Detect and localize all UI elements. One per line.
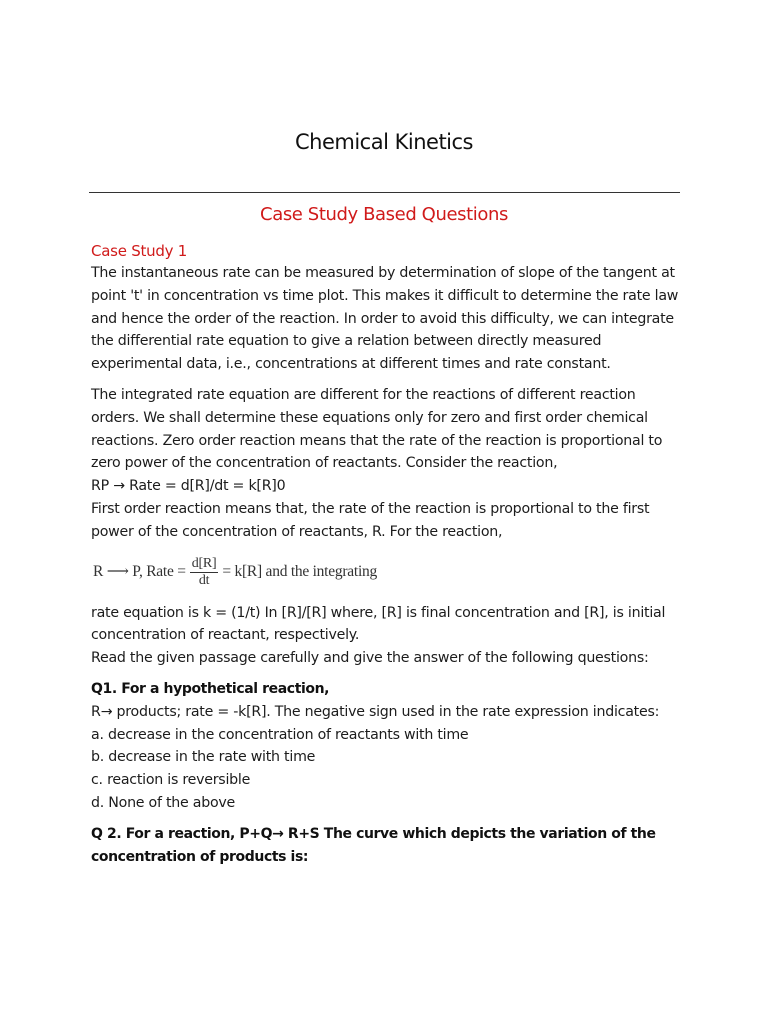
section-subtitle: Case Study Based Questions [260,204,508,225]
formula-rhs: = k[R] and the integrating [222,563,378,581]
question-1-option-b: b. decrease in the rate with time [91,749,316,766]
paragraph-intro: The instantaneous rate can be measured by determination of slope of the tangent at point 't' in concentration vs time plot. This makes it difficult to determine the rate law and hence the order of the reaction. In order to avoid this difficulty, we can integrate the differential rate equation to give a relation between directly measured experimental data, i.e., concentrations at different times and rate constant. [91,265,679,373]
question-1-stem: R→ products; rate = -k[R]. The negative sign used in the rate expression indicates: [91,703,660,720]
title-divider [89,192,680,193]
formula-fraction [190,556,219,589]
instruction-text: Read the given passage carefully and give the answer of the following questions: [91,650,649,667]
question-1-option-a: a. decrease in the concentration of reactants with time [91,726,469,743]
document-title: Chemical Kinetics [295,130,473,154]
question-1-option-d: d. None of the above [91,794,236,811]
question-1-option-c: c. reaction is reversible [91,772,251,789]
first-order-formula [93,546,687,600]
case-study-heading: Case Study 1 [91,242,188,260]
paragraph-first-order: First order reaction means that, the rate of the reaction is proportional to the first power of the concentration of reactants, R. For the reaction, [91,500,650,540]
question-1-heading: Q1. For a hypothetical reaction, [91,680,330,697]
question-2-heading: Q 2. For a reaction, P+Q→ R+S The curve which depicts the variation of the concentration of products is: [91,825,656,865]
document-body [91,240,687,868]
paragraph-rate-equation: rate equation is k = (1/t) In [R]/[R] where, [R] is final concentration and [R], is initial concentration of reactant, respectively. [91,604,666,644]
formula-denominator: dt [198,573,210,589]
paragraph-integrated-rate: The integrated rate equation are different for the reactions of different reaction orders. We shall determine these equations only for zero and first order chemical reactions. Zero order reaction means that the rate of the reaction is proportional to zero power of the concentration of reactants. Consider the reaction, [91,386,663,472]
zero-order-equation: RP → Rate = d[R]/dt = k[R]0 [91,478,286,495]
formula-numerator: d[R] [191,556,217,572]
formula-lhs: R ⟶ P, Rate = [93,563,186,581]
